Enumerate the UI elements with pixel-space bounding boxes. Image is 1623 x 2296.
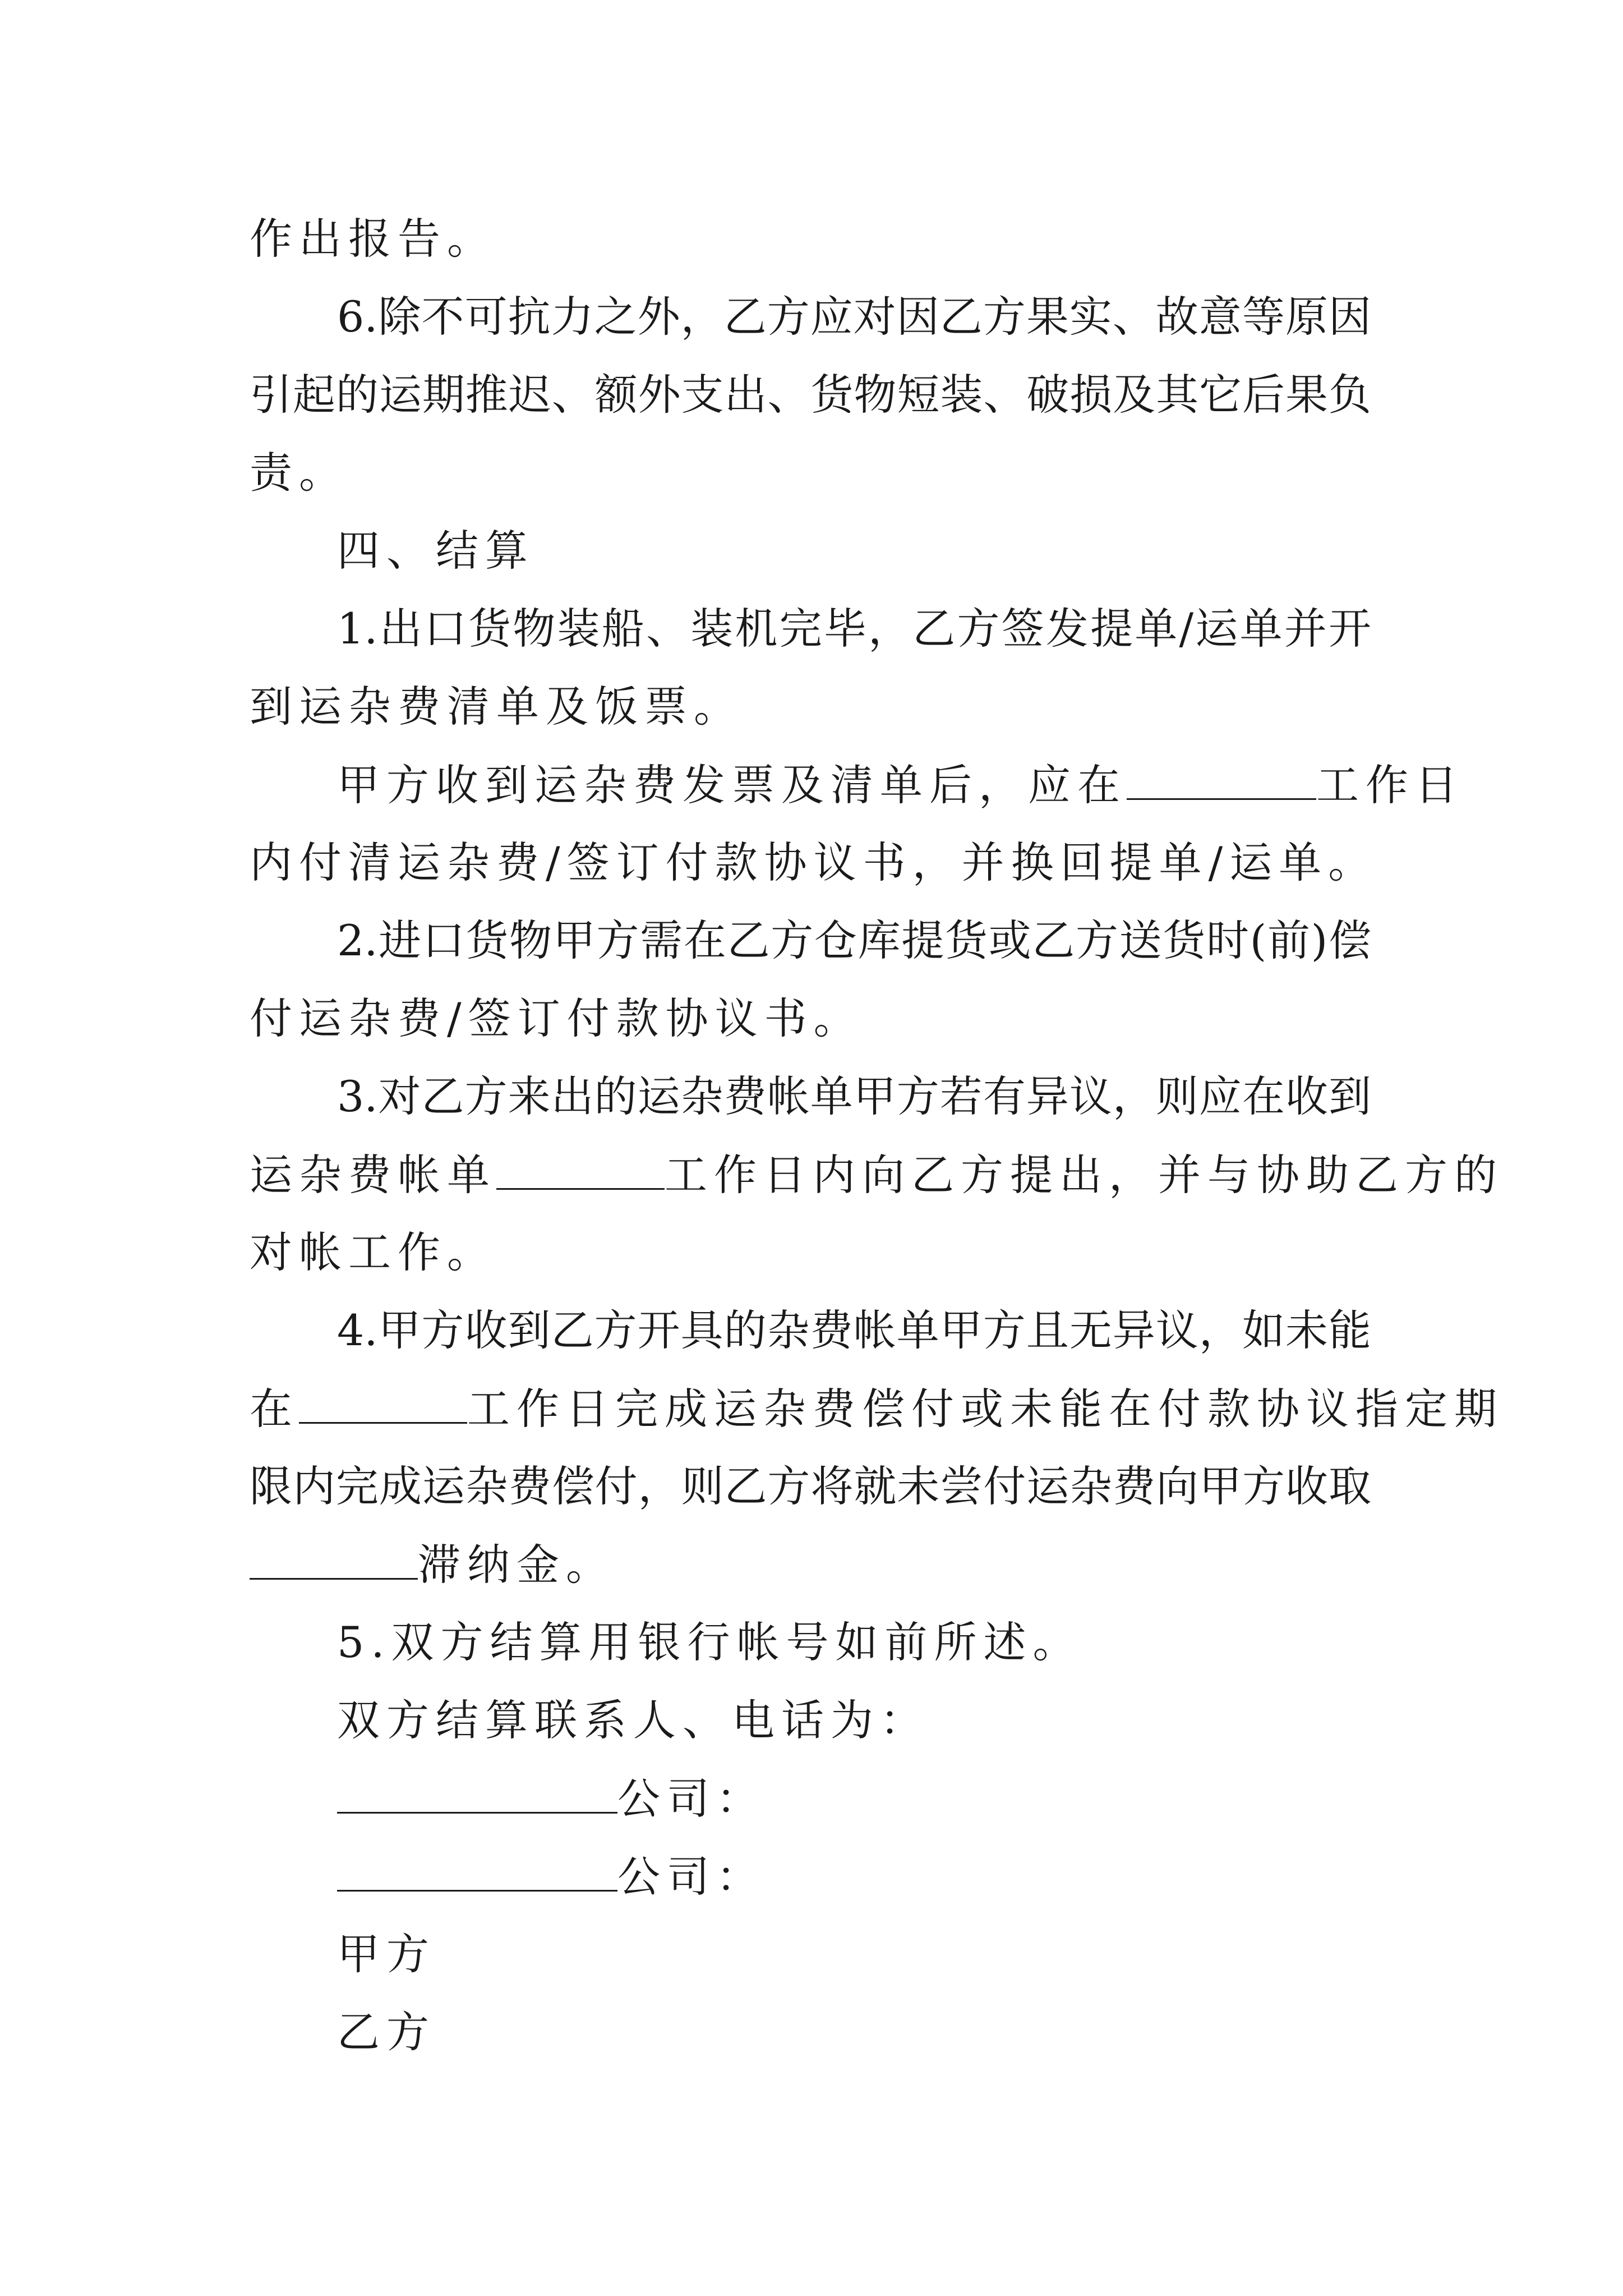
company-line-1 — [337, 1774, 766, 1824]
clause-3-line-2 — [250, 1150, 1504, 1200]
late-fee-blank — [250, 1543, 418, 1580]
payment-days-text: 甲方收到运杂费发票及清单后，应在 — [337, 760, 1127, 810]
company-label-2: 公司： — [617, 1852, 766, 1902]
payment-days-blank — [1127, 763, 1316, 800]
clause-4-line-2 — [250, 1384, 1504, 1434]
clause-3-line-1: 3.对乙方来出的运杂费帐单甲方若有异议，则应在收到 — [337, 1071, 1371, 1121]
section-heading-settlement: 四、结算 — [337, 526, 534, 576]
clause-6-line-2: 引起的运期推迟、额外支出、货物短装、破损及其它后果负 — [250, 370, 1371, 420]
party-a-label: 甲方 — [337, 1929, 436, 1979]
clause-1-line-1: 1.出口货物装船、装机完毕，乙方签发提单/运单并开 — [337, 604, 1371, 654]
party-b-label: 乙方 — [337, 2007, 436, 2057]
company-line-2 — [337, 1852, 766, 1902]
clause-6-line-1: 6.除不可抗力之外，乙方应对因乙方果实、故意等原因 — [337, 292, 1371, 342]
clause-5-line-1: 5.双方结算用银行帐号如前所述。 — [337, 1617, 1082, 1667]
settlement-days-blank — [299, 1387, 467, 1424]
clause-1-line-2: 到运杂费清单及饭票。 — [250, 682, 743, 731]
clause-4-text-a: 在 — [250, 1384, 299, 1434]
clause-2-line-2: 付运杂费/签订付款协议书。 — [250, 993, 863, 1043]
clause-3-line-3: 对帐工作。 — [250, 1227, 496, 1277]
company-name-blank-2 — [337, 1855, 617, 1892]
payment-line-2: 内付清运杂费/签订付款协议书，并换回提单/运单。 — [250, 838, 1378, 887]
clause-3-text-a: 运杂费帐单 — [250, 1150, 496, 1200]
clause-4-line-1: 4.甲方收到乙方开具的杂费帐单甲方且无异议，如未能 — [337, 1305, 1371, 1355]
clause-4-text-b: 工作日完成运杂费偿付或未能在付款协议指定期 — [467, 1384, 1504, 1434]
text-line: 作出报告。 — [250, 214, 496, 264]
clause-4-line-3: 限内完成运杂费偿付，则乙方将就未尝付运杂费向甲方收取 — [250, 1461, 1371, 1511]
company-name-blank-1 — [337, 1777, 617, 1814]
company-label-1: 公司： — [617, 1774, 766, 1824]
clause-2-line-1: 2.进口货物甲方需在乙方仓库提货或乙方送货时(前)偿 — [337, 915, 1371, 965]
late-fee-text: 滞纳金。 — [418, 1540, 615, 1590]
clause-4-line-4 — [250, 1540, 615, 1590]
objection-days-blank — [496, 1153, 665, 1190]
clause-6-line-3: 责。 — [250, 448, 348, 498]
clause-3-text-b: 工作日内向乙方提出，并与协助乙方的 — [665, 1150, 1504, 1200]
payment-days-line — [337, 760, 1464, 810]
contacts-line: 双方结算联系人、电话为： — [337, 1695, 929, 1745]
payment-days-suffix: 工作日 — [1316, 760, 1464, 810]
